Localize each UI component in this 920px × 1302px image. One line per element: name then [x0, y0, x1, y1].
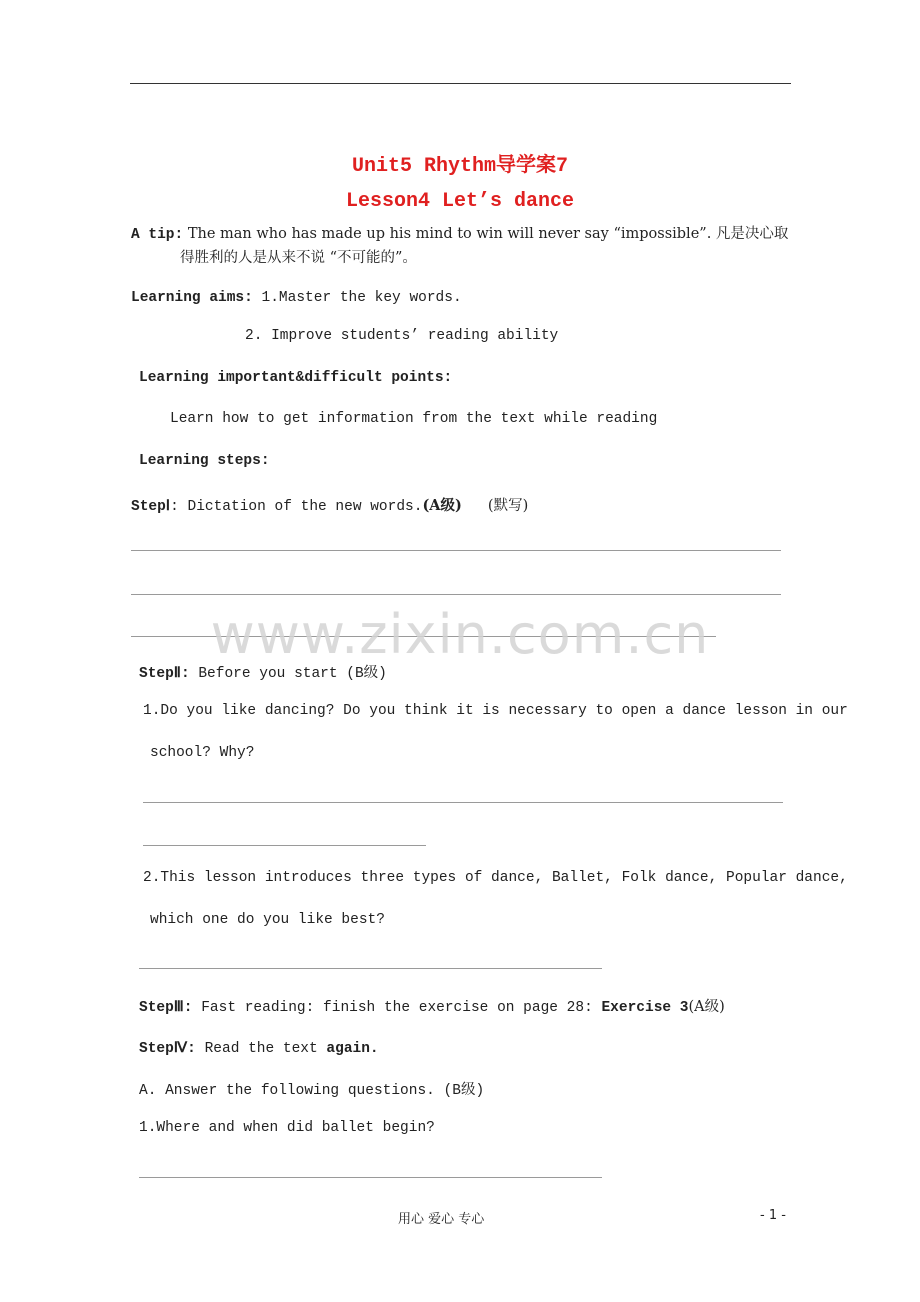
step-3-label: StepⅢ: [139, 1000, 193, 1016]
step-2-question-2-line-2: which one do you like best? [150, 912, 385, 928]
step-3-text: Fast reading: finish the exercise on page 28: [192, 1000, 602, 1016]
section-a-heading: A. Answer the following questions. (B级) [139, 1083, 485, 1099]
step-2-text: Before you start (B级) [189, 666, 387, 682]
step-4-again: again. [326, 1041, 379, 1057]
tip-text: The man who has made up his mind to win will never say “impossible”. 凡是决心取 [183, 226, 789, 242]
page-number: - 1 - [760, 1208, 786, 1223]
tip-label: A tip: [131, 227, 184, 243]
step-2-question-1-line-2: school? Why? [150, 745, 255, 761]
tip-line-2: 得胜利的人是从来不说 “不可能的”。 [180, 250, 417, 266]
answer-line [143, 845, 426, 846]
answer-line [143, 802, 783, 803]
page-subtitle: Lesson4 Let’s dance [345, 190, 575, 213]
aims-label: Learning aims: [131, 290, 253, 306]
step-2 [139, 661, 387, 682]
aims-item-2: 2. Improve students’ reading ability [245, 328, 559, 344]
step-1 [131, 494, 528, 515]
header-rule [130, 83, 791, 84]
step-2-question-2-line-1: 2.This lesson introduces three types of dance, Ballet, Folk dance, Popular dance, [143, 870, 848, 886]
aims-item-1: 1.Master the key words. [252, 290, 462, 306]
step-3-level: (A级) [688, 999, 725, 1015]
step-1-level: (A级) [422, 497, 462, 514]
step-1-label: StepⅠ [131, 499, 171, 515]
answer-line [139, 1177, 602, 1178]
tip-line-1 [131, 222, 788, 243]
page-title: Unit5 Rhythm导学案7 [351, 155, 569, 178]
steps-label: Learning steps: [139, 453, 270, 469]
answer-line [131, 594, 781, 595]
step-3 [139, 995, 725, 1016]
points-label: Learning important&difficult points: [139, 370, 453, 386]
step-1-text: : Dictation of the new words. [170, 499, 423, 515]
step-3-exercise: Exercise 3 [601, 1000, 689, 1016]
step-2-question-1-line-1: 1.Do you like dancing? Do you think it is necessary to open a dance lesson in our [143, 703, 848, 719]
step-1-note: (默写) [487, 498, 529, 514]
step-4-label: StepⅣ: [139, 1041, 196, 1057]
footer-motto: 用心 爱心 专心 [398, 1212, 485, 1227]
step-4-text: Read the text [195, 1041, 327, 1057]
learning-aims [131, 286, 462, 306]
answer-line [131, 550, 781, 551]
section-a-question-1: 1.Where and when did ballet begin? [139, 1120, 435, 1136]
watermark: www.zixin.com.cn [210, 603, 710, 666]
step-4 [139, 1037, 379, 1057]
step-2-label: StepⅡ: [139, 666, 190, 682]
answer-line [139, 968, 602, 969]
points-text: Learn how to get information from the text while reading [170, 411, 658, 427]
